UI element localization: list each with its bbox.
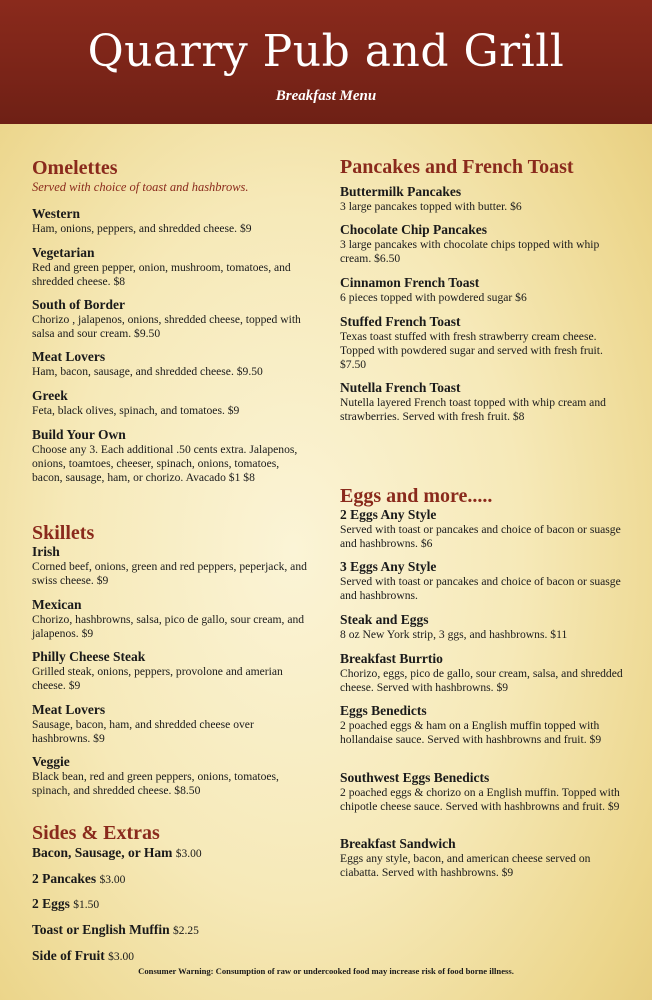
item-name: Irish [32,544,60,559]
item-description: Chorizo, hashbrowns, salsa, pico de gallo, sour cream, and jalapenos. $9 [32,613,305,641]
consumer-warning: Consumer Warning: Consumption of raw or undercooked food may increase risk of food borne illness. [138,966,514,976]
menu-item [32,349,312,379]
item-name: Philly Cheese Steak [32,649,146,664]
item-description: 3 large pancakes topped with butter. $6 [340,200,522,213]
side-item [32,871,312,888]
item-description: 8 oz New York strip, 3 ggs, and hashbrowns. $11 [340,628,568,641]
item-name: Stuffed French Toast [340,314,461,329]
left-column [32,0,312,1000]
item-description: Grilled steak, onions, peppers, provolone and amerian cheese. $9 [32,665,283,693]
item-name: Buttermilk Pancakes [340,184,462,199]
item-description: 2 poached eggs & ham on a English muffin topped with hollandaise sauce. Served with hashbrowns and fruit. $9 [340,719,602,747]
item-name: Cinnamon French Toast [340,275,480,290]
item-description: Feta, black olives, spinach, and tomatoes. $9 [32,404,240,417]
item-description: Texas toast stuffed with fresh strawberry cream cheese. Topped with powdered sugar and served with fresh fruit. $7.50 [340,330,603,372]
item-name: Eggs Benedicts [340,703,427,718]
item-name: 3 Eggs Any Style [340,559,437,574]
menu-item [340,314,630,373]
right-column [340,0,630,1000]
side-name: 2 Eggs [32,896,70,911]
menu-item [340,222,630,266]
item-description: Black bean, red and green peppers, onions, tomatoes, spinach, and shredded cheese. $8.50 [32,770,279,798]
item-description: 3 large pancakes with chocolate chips topped with whip cream. $6.50 [340,238,600,266]
menu-item [340,770,630,814]
item-name: Greek [32,388,68,403]
side-name: Toast or English Muffin [32,922,170,937]
item-description: Served with toast or pancakes and choice of bacon or suasge and hashbrowns. [340,575,621,603]
item-name: Mexican [32,597,82,612]
menu-item [32,245,312,289]
menu-item [340,507,630,551]
menu-item [32,597,312,641]
item-name: Meat Lovers [32,702,106,717]
menu-item [340,836,630,880]
item-description: Chorizo , jalapenos, onions, shredded cheese, topped with salsa and sour cream. $9.50 [32,313,301,341]
item-name: Steak and Eggs [340,612,429,627]
side-name: Side of Fruit [32,948,105,963]
side-price: $3.00 [99,874,126,886]
section-heading-sides: Sides & Extras [32,822,160,844]
side-item [32,922,312,939]
item-description: Eggs any style, bacon, and american cheese served on ciabatta. Served with hashbrowns. $9 [340,852,591,880]
menu-item [340,380,630,424]
item-description: Red and green pepper, onion, mushroom, tomatoes, and shredded cheese. $8 [32,261,291,289]
menu-item [32,702,312,746]
item-description: Sausage, bacon, ham, and shredded cheese over hashbrowns. $9 [32,718,254,746]
item-name: Southwest Eggs Benedicts [340,770,490,785]
menu-subtitle: Breakfast Menu [275,88,377,104]
item-name: South of Border [32,297,126,312]
item-name: Veggie [32,754,70,769]
menu-item [32,649,312,693]
item-name: Western [32,206,80,221]
menu-item [340,559,630,603]
menu-item [32,544,312,588]
item-name: Build Your Own [32,427,126,442]
menu-item [340,184,630,214]
restaurant-title: Quarry Pub and Grill [87,26,565,77]
item-name: Nutella French Toast [340,380,461,395]
menu-item [340,275,630,305]
item-description: Nutella layered French toast topped with whip cream and strawberries. Served with fresh fruit. $8 [340,396,606,424]
item-description: Choose any 3. Each additional .50 cents extra. Jalapenos, onions, toamtoes, cheeser, spinach, onions, tomatoes, bacon, sausage, ham, or chorizo. Avacado $1 $8 [32,443,298,485]
item-name: Breakfast Burrtio [340,651,443,666]
section-heading-omelettes: Omelettes [32,157,118,179]
side-name: 2 Pancakes [32,871,97,886]
item-name: Breakfast Sandwich [340,836,456,851]
section-heading-pancakes: Pancakes and French Toast [340,156,574,178]
menu-item [32,427,312,486]
side-price: $1.50 [73,899,100,911]
side-price: $2.25 [173,925,199,937]
item-description: Ham, onions, peppers, and shredded cheese. $9 [32,222,252,235]
menu-item [32,388,312,418]
section-heading-skillets: Skillets [32,522,95,544]
item-name: Vegetarian [32,245,95,260]
section-heading-eggs: Eggs and more..... [340,485,493,507]
side-item [32,896,312,913]
menu-item [32,754,312,798]
item-name: Chocolate Chip Pancakes [340,222,488,237]
item-name: Meat Lovers [32,349,106,364]
side-price: $3.00 [108,951,134,963]
side-item [32,948,312,965]
menu-item [32,206,312,236]
menu-item [340,651,630,695]
item-description: Chorizo, eggs, pico de gallo, sour cream, salsa, and shredded cheese. Served with hashbrowns. $9 [340,667,623,695]
item-description: 2 poached eggs & chorizo on a English muffin. Topped with chipotle cheese sauce. Served with hashbrowns and fruit. $9 [340,786,620,814]
item-description: Served with toast or pancakes and choice of bacon or suasge and hashbrowns. $6 [340,523,621,551]
item-description: Ham, bacon, sausage, and shredded cheese. $9.50 [32,365,263,378]
menu-item [340,703,630,747]
side-item [32,845,312,862]
menu-item [340,612,630,642]
item-name: 2 Eggs Any Style [340,507,437,522]
item-description: Corned beef, onions, green and red peppers, peperjack, and swiss cheese. $9 [32,560,307,588]
item-description: 6 pieces topped with powdered sugar $6 [340,291,527,304]
side-name: Bacon, Sausage, or Ham [32,845,173,860]
omelettes-note: Served with choice of toast and hashbrows. [32,180,249,194]
menu-item [32,297,312,341]
side-price: $3.00 [175,848,202,860]
